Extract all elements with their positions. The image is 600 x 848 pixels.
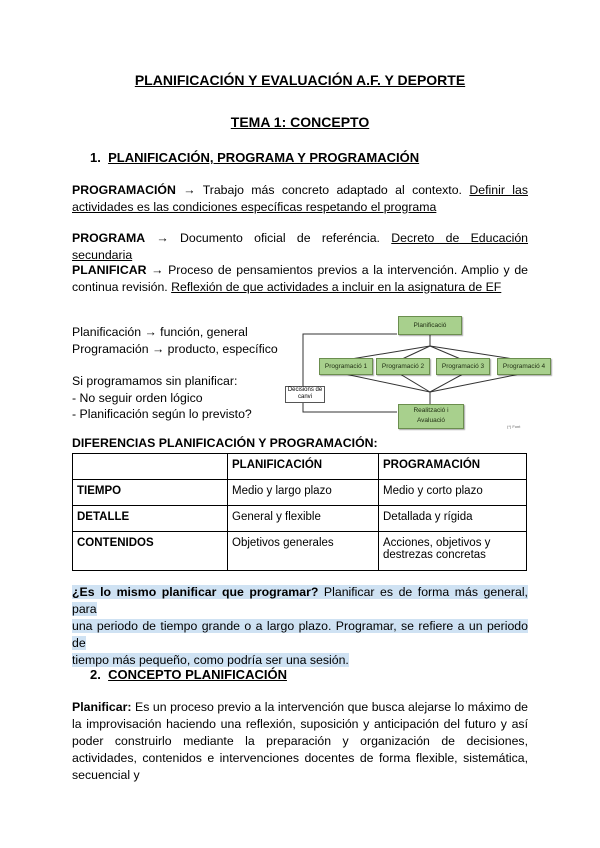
table-cell: TIEMPO [73,480,228,506]
diagram-side-line: canvi [297,394,312,400]
note-line: Planificación → función, general [72,325,248,339]
question-line [72,584,528,618]
differences-heading: DIFERENCIAS PLANIFICACIÓN Y PROGRAMACIÓN: [72,436,378,450]
question-block [72,584,528,669]
section-1-title: PLANIFICACIÓN, PROGRAMA Y PROGRAMACIÓN [108,150,420,165]
question-text: una periodo de tiempo grande o a largo plazo. Programar, se refiere a un periodo de [72,619,528,650]
section-2-number: 2. [90,667,101,682]
section-2-title: CONCEPTO PLANIFICACIÓN [108,667,287,682]
programacion-term: PROGRAMACIÓN [72,183,176,197]
note-line: Si programamos sin planificar: [72,374,238,388]
table-header-cell: PLANIFICACIÓN [228,454,379,480]
table-row [73,532,527,571]
planificar-term: PLANIFICAR [72,263,147,277]
diagram-bottom-line: Avaluació [416,417,446,424]
table-cell: Objetivos generales [228,532,379,571]
diagram-program-node: Programació 4 [497,358,551,375]
differences-table [72,453,527,571]
question-bold: ¿Es lo mismo planificar que programar? [72,585,319,599]
diagram-program-node: Programació 1 [319,358,373,375]
planificar-underlined: Reflexión de que actividades a incluir en la asignatura de EF [171,279,502,294]
programa-underlined: Decreto de Educación secundaria [72,231,529,262]
table-cell: DETALLE [73,506,228,532]
programacion-underlined: Definir las actividades es las condiciones específicas respetando el programa [72,183,529,214]
section-1-heading [90,150,419,165]
diagram-bottom-node [398,404,464,429]
table-cell: Medio y corto plazo [379,480,527,506]
programacion-text: Trabajo más concreto adaptado al contexto. [202,183,462,197]
planificar-def-text: Es un proceso previo a la intervención que busca alejarse lo máximo de la improvisación haciendo una reflexión, suposición y anticipación del futuro y así poder construirlo mediante la preparación y organización de decisiones, actividades, contenidos e intervenciones docentes de forma flexible, sistemática, secuencial y [72,700,528,782]
programa-paragraph [72,230,528,263]
section-1-number: 1. [90,150,101,165]
note-line: - No seguir orden lógico [72,390,203,405]
question-text: tiempo más pequeño, como podría ser una sesión. [72,653,349,667]
document-subtitle: TEMA 1: CONCEPTO [230,114,370,130]
note-line: - Planificación según lo previsto? [72,407,252,421]
planning-diagram [285,312,546,434]
section-2-heading [90,667,287,682]
planificar-paragraph [72,262,528,295]
diagram-program-node: Programació 3 [436,358,490,375]
table-header-row [73,454,527,480]
table-cell: Detallada y rígida [379,506,527,532]
question-text: Planificar es de forma más general, para [72,585,528,616]
planificar-text: Proceso de pensamientos previos a la intervención. Amplio y de continua revisión. [72,263,528,294]
table-row [73,480,527,506]
arrow-icon: → [183,183,196,197]
note-line: Programación → producto, específico [72,341,278,356]
programa-text: Documento oficial de referéncia. [180,231,380,245]
table-cell: CONTENIDOS [73,532,228,571]
left-notes [72,324,287,423]
table-row [73,506,527,532]
arrow-icon: → [151,263,164,277]
diagram-program-node: Programació 2 [376,358,430,375]
programa-term: PROGRAMA [72,231,146,245]
planificar-definition [72,699,528,784]
table-cell: Acciones, objetivos y destrezas concretas [379,532,527,571]
table-cell: General y flexible [228,506,379,532]
diagram-top-node: Planificació [398,316,462,335]
table-cell: Medio y largo plazo [228,480,379,506]
table-header-cell: PROGRAMACIÓN [379,454,527,480]
programacion-paragraph [72,182,528,215]
question-line [72,618,528,652]
planificar-def-term: Planificar: [72,700,132,714]
diagram-credit: (*) Font [507,424,521,429]
diagram-side-node [285,386,325,403]
table-header-cell [73,454,228,480]
diagram-bottom-line: Realització i [413,407,449,414]
arrow-icon: → [156,231,169,245]
document-title: PLANIFICACIÓN Y EVALUACIÓN A.F. Y DEPORTE [134,72,466,88]
diagram-side-line: Decisions de [287,387,323,393]
